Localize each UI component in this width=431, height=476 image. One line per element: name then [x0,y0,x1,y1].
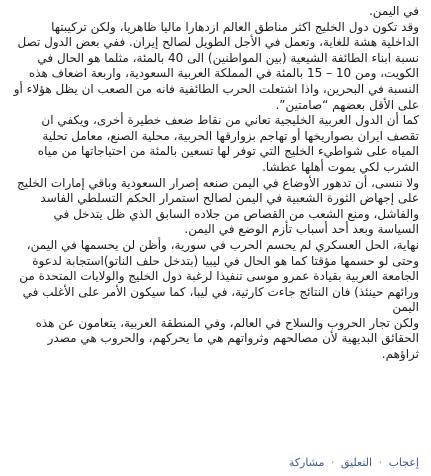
share-link[interactable]: مشاركة [288,456,325,469]
post-paragraph-4: ولا ننسى، أن تدهور الأوضاع في اليمن صنعه إصرار السعودية وباقي إمارات الخليج على إجهاض الثورة الشعبية في اليمن لصالح استمرار الحكم التسلطي الفاسد والفاشل، ومنع الشعب من القصاص من جلاده السابق الذي ظل يتدخل في السياسة وبعد أحد أسباب تأزم الوضع في اليمن. [16,175,419,237]
post-paragraph-1: في اليمن. [368,4,419,18]
post-paragraph-5: نهاية، الحل العسكري لم يحسم الحرب في سورية، وأظن لن يحسمها في اليمن، وحتى لو حسمها مؤقتا كما هو الحال في ليبيا (بتدخل حلف الناتو)استجابة لدعوة الجامعة العربية بقيادة عمرو موسى تنفيذا لرغبة دول الخليج والولايات المتحدة من ورائهم حينئذ) فان النتائج جاءت كارثية، في ليبا، كما سيكون الأمر على الأغلب في اليمن [19,237,419,315]
separator: · [378,456,383,469]
comment-link[interactable]: التعليق [340,456,373,469]
post-paragraph-3: كما أن الدول العربية الخليجية تعاني من نقاط ضعف خطيرة أخرى، ويكفي ان تقصف ايران بصواريخها أو تهاجم بزوارقها الحربية، محلية الصنع، معامل تحلية المياه على شواطيء الخليج التي توفر لها تسعين بالمئة من احتياجاتها من مياه الشرب لكي يموت أهلها عطشا. [37,113,419,174]
post-actions-bar [0,452,431,474]
like-link[interactable]: إعجاب [388,456,419,469]
post-paragraph-2: وقد تكون دول الخليج اكثر مناطق العالم ازدهارا ماليا ظاهريا، ولكن تركيبتها الداخلية هشة للغاية، وتعمل في الأجل الطويل لصالح إيران. ففي بعض الدول تصل نسبة ابناء الطائفة الشيعية (بين المواطنين) الى 40 بالمئة، مثلما هو الحال في الكويت، ومن 10 – 15 بالمئة في المملكة العربية السعودية، واربعة اضعاف هذه النسبة في البحرين، واذا اشتعلت الحرب الطائفية فانه من الصعب ان يظل هؤلاء أو على الأقل بعضهم “صامتين”. [13,19,419,112]
post-paragraph-6: ولكن تجار الحروب والسلاح في العالم، وفي المنطقة العربية، يتعامون عن هذه الحقائق البديهية لأن مصالحهم وثرواتهم هي ما يحركهم، والحروب هي مصدر ثراؤهم. [35,315,419,362]
post-text [12,4,419,363]
separator: · [330,456,335,469]
